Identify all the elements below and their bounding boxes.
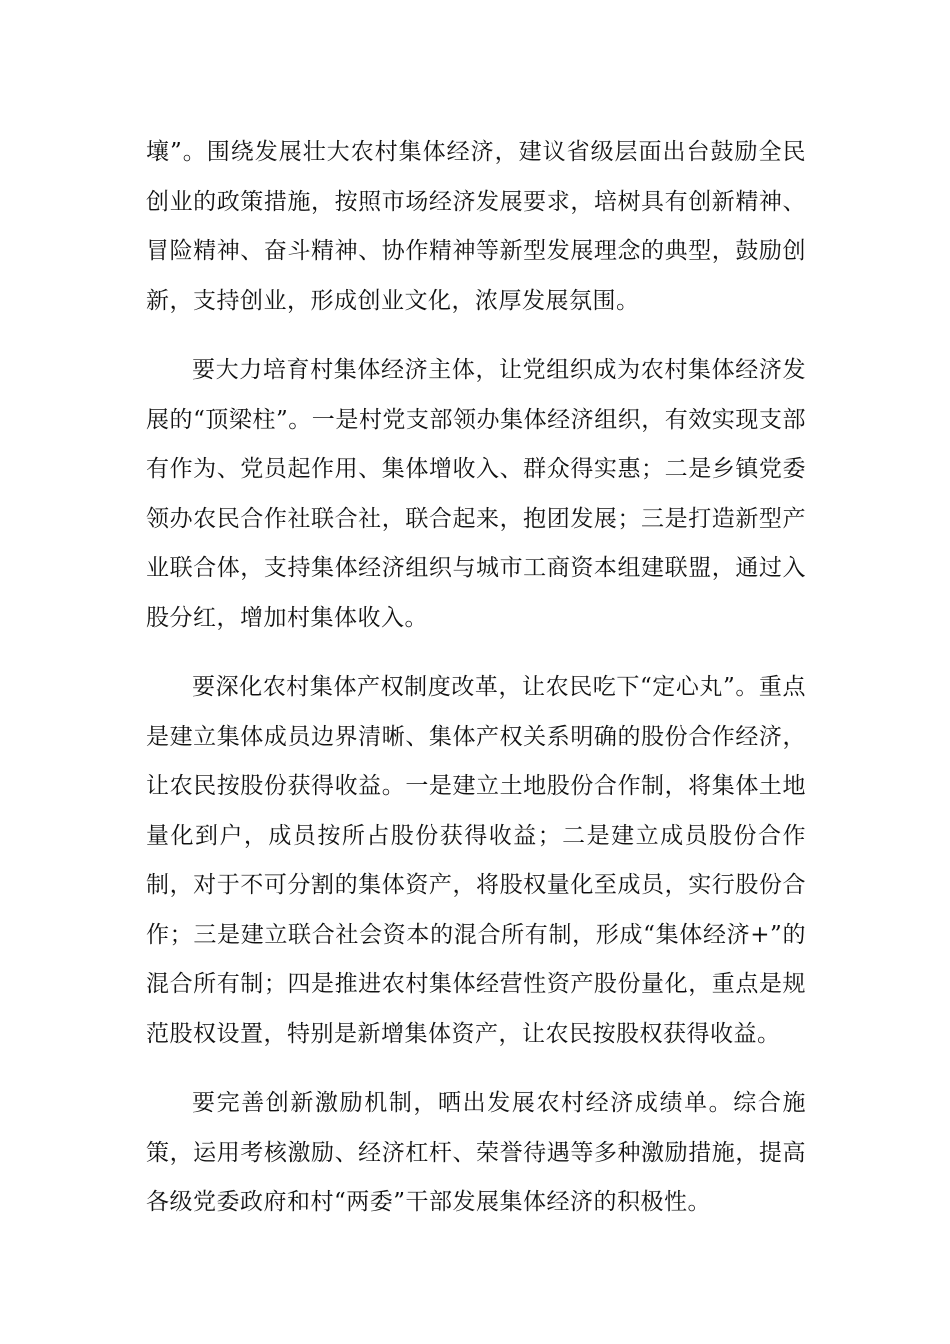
paragraph-4: 要完善创新激励机制，晒出发展农村经济成绩单。综合施策，运用考核激励、经济杠杆、荣誉待遇等多种激励措施，提高各级党委政府和村“两委”干部发展集体经济的积极性。 — [146, 1090, 806, 1215]
paragraph-1: 壤”。围绕发展壮大农村集体经济，建议省级层面出台鼓励全民创业的政策措施，按照市场经济发展要求，培树具有创新精神、冒险精神、奋斗精神、协作精神等新型发展理念的典型，鼓励创新，支持创业，形成创业文化，浓厚发展氛围。 — [146, 139, 806, 314]
paragraph-3: 要深化农村集体产权制度改革，让农民吃下“定心丸”。重点是建立集体成员边界清晰、集体产权关系明确的股份合作经济，让农民按股份获得收益。一是建立土地股份合作制，将集体土地量化到户，成员按所占股份获得收益；二是建立成员股份合作制，对于不可分割的集体资产，将股权量化至成员，实行股份合作；三是建立联合社会资本的混合所有制，形成“集体经济+”的混合所有制；四是推进农村集体经营性资产股份量化，重点是规范股权设置，特别是新增集体资产，让农民按股权获得收益。 — [146, 674, 806, 1047]
document-page — [146, 128, 806, 1248]
paragraph-2: 要大力培育村集体经济主体，让党组织成为农村集体经济发展的“顶梁柱”。一是村党支部领办集体经济组织，有效实现支部有作为、党员起作用、集体增收入、群众得实惠；二是乡镇党委领办农民合作社联合社，联合起来，抱团发展；三是打造新型产业联合体，支持集体经济组织与城市工商资本组建联盟，通过入股分红，增加村集体收入。 — [146, 357, 806, 631]
